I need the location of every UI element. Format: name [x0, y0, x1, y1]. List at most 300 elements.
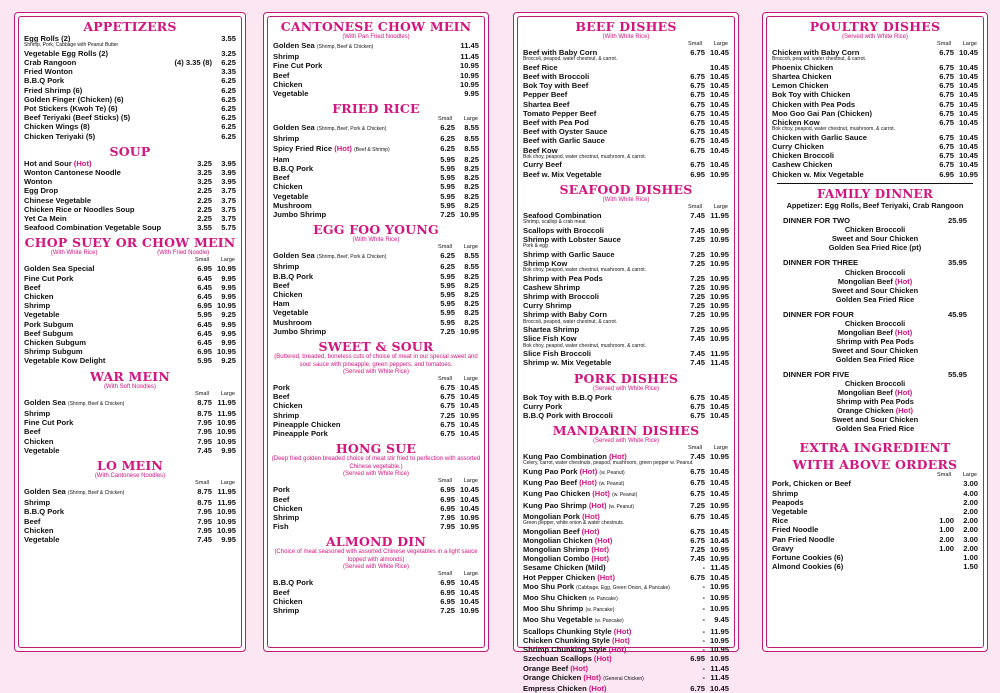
item-price: 5.95	[440, 173, 455, 183]
item-label: B.B.Q Pork	[273, 164, 314, 174]
item-description: Broccoli, peapod, water chestnut, & carrot.	[772, 56, 867, 63]
item-label: Golden Sea	[24, 486, 66, 496]
item-price: 5.95	[440, 280, 455, 290]
item-name	[24, 498, 188, 507]
item-price: 9.95	[464, 89, 479, 99]
item-name	[523, 109, 681, 118]
item-price: 6.25	[221, 113, 236, 123]
menu-item	[270, 41, 482, 52]
item-price: 11.45	[710, 672, 729, 682]
item-label: Shartea Beef	[523, 99, 570, 109]
item-name	[273, 272, 431, 281]
item-label: Sesame Chicken (Mild)	[523, 563, 606, 573]
item-name	[273, 578, 431, 587]
item-name	[523, 489, 681, 500]
item-label: Beef with Broccoli	[523, 72, 590, 81]
menu-item	[520, 673, 732, 684]
size-label: Small	[937, 41, 951, 47]
item-label: Shrimp	[273, 605, 300, 615]
item-note-inline: (Shrimp, Beef, Pork & Chicken)	[316, 254, 387, 261]
menu-item	[270, 588, 482, 597]
item-price: 7.25	[690, 282, 705, 292]
dinner-name: DINNER FOR FOUR	[783, 309, 854, 319]
item-price: 6.75	[440, 401, 455, 411]
menu-item	[769, 544, 981, 553]
section-soup	[21, 145, 239, 233]
menu-item	[21, 205, 239, 214]
menu-item	[520, 118, 732, 127]
item-label: Cashew Shrimp	[523, 282, 580, 292]
item-price: 8.75	[197, 408, 212, 418]
menu-item	[21, 76, 239, 85]
dinner-item-name: Shrimp with Pea Pods	[836, 337, 914, 347]
item-price: 6.75	[690, 72, 705, 81]
hot-tag: (Hot)	[591, 545, 610, 555]
item-price: 10.45	[709, 478, 729, 488]
item-price: 10.45	[459, 419, 479, 429]
section-subtitle: (With White Rice)	[352, 237, 400, 244]
item-price: 10.95	[709, 581, 729, 591]
item-name	[273, 318, 431, 327]
item-label: Beef	[24, 282, 41, 292]
item-name	[523, 573, 681, 582]
item-label: Chicken Broccoli	[772, 151, 835, 161]
menu-item	[769, 109, 981, 118]
item-price: 11.95	[217, 397, 236, 407]
item-name	[273, 411, 431, 420]
item-price: 8.75	[197, 397, 212, 407]
dinner-name: DINNER FOR FIVE	[783, 370, 850, 380]
size-label: Large	[713, 203, 728, 210]
item-price: 3.25	[197, 168, 212, 178]
item-name	[273, 327, 431, 336]
menu-item	[21, 104, 239, 113]
item-price: 10.95	[459, 512, 479, 522]
item-name	[273, 80, 455, 89]
item-price: 11.45	[710, 358, 729, 368]
item-price: 8.25	[464, 299, 479, 309]
item-price: 10.45	[459, 383, 479, 393]
menu-item	[769, 100, 981, 109]
item-price: 6.75	[690, 535, 705, 545]
dinner-item	[769, 295, 981, 304]
item-label: Shrimp w. Mix Vegetable	[523, 358, 612, 368]
dinner-item-name: Sweet and Sour Chicken	[831, 285, 919, 295]
item-price: -	[702, 563, 705, 573]
section-title: PORK DISHES	[573, 370, 679, 386]
menu-item	[520, 478, 732, 489]
item-price: 10.95	[709, 301, 729, 311]
item-price: 11.95	[217, 486, 236, 496]
menu-item	[769, 72, 981, 81]
menu-column-4	[762, 12, 988, 652]
item-price: 6.75	[939, 118, 954, 128]
item-price: 5.95	[440, 271, 455, 281]
size-label: Small	[688, 203, 702, 210]
menu-item	[270, 173, 482, 182]
item-price: 7.25	[690, 258, 705, 268]
menu-item	[520, 301, 732, 310]
item-label: Gravy	[772, 543, 794, 553]
item-price: 10.45	[459, 596, 479, 606]
item-label: Shrimp	[273, 52, 300, 62]
item-label: Moo Shu Vegetable	[523, 615, 593, 625]
item-label: Beef	[273, 173, 290, 183]
item-price: 10.95	[709, 545, 729, 555]
item-name	[523, 402, 681, 411]
hot-tag: (Hot)	[592, 489, 610, 499]
item-note-inline: (w. Pancake)	[585, 607, 615, 614]
item-price: 10.45	[958, 108, 978, 118]
dinner-price: 45.95	[947, 309, 967, 319]
item-price: -	[702, 626, 705, 636]
item-price: 6.95	[939, 169, 954, 179]
menu-item	[21, 535, 239, 544]
item-price: 5.95	[440, 164, 455, 174]
item-name	[523, 673, 681, 684]
item-description: Pork & egg	[523, 243, 548, 250]
item-note-inline: (Shrimp, Beef, Pork & Chicken)	[316, 126, 387, 133]
section-egg-foo-young	[270, 223, 482, 336]
item-price: 10.45	[709, 118, 729, 128]
item-price: 10.95	[459, 210, 479, 220]
dinner-item	[769, 388, 981, 397]
item-price: 6.45	[197, 292, 212, 302]
item-price: 6.95	[197, 301, 212, 311]
size-header	[21, 480, 239, 487]
menu-item	[270, 504, 482, 513]
item-price: 6.75	[440, 383, 455, 393]
item-name	[24, 113, 212, 122]
item-label: Fine Cut Pork	[24, 418, 74, 428]
menu-item	[21, 301, 239, 310]
section-title: SOUP	[109, 143, 151, 159]
item-label: Chicken Teriyaki (5)	[24, 131, 96, 141]
item-label: Chicken Subgum	[24, 338, 87, 348]
item-price: 6.75	[690, 127, 705, 137]
item-name	[24, 507, 188, 516]
dinner-price: 25.95	[947, 215, 967, 225]
item-price: 6.75	[440, 419, 455, 429]
item-name	[772, 489, 954, 498]
section-subtitle: (Served with White Rice)	[592, 385, 660, 392]
item-label: Fried Shrimp (6)	[24, 85, 83, 95]
item-label: Pork	[273, 383, 290, 393]
item-name	[273, 513, 431, 522]
item-name	[24, 310, 188, 319]
item-price: 10.95	[216, 516, 236, 526]
section-subtitle: (Served with White Rice)	[342, 369, 410, 376]
hot-tag: (Hot)	[895, 406, 913, 416]
item-price: 10.45	[459, 578, 479, 588]
menu-item	[520, 645, 732, 654]
item-name	[24, 487, 188, 498]
item-price: 7.95	[197, 507, 212, 517]
item-label: Mongolian Beef	[523, 526, 580, 536]
menu-item	[21, 320, 239, 329]
item-name	[273, 155, 431, 164]
item-label: Phoenix Chicken	[772, 62, 834, 72]
item-price: 5.95	[440, 299, 455, 309]
item-price: 6.75	[939, 132, 954, 142]
item-price: 10.45	[709, 99, 729, 109]
section-title: LO MEIN	[96, 457, 164, 473]
section-description: (Choice of meat seasoned with assorted Chinese vegetables in a light sauce topped with almonds)	[274, 549, 478, 563]
menu-item	[21, 329, 239, 338]
item-price: -	[702, 604, 705, 614]
item-price: 10.45	[709, 511, 729, 521]
item-price: 10.95	[709, 225, 729, 235]
item-price: 6.75	[939, 81, 954, 91]
item-name	[772, 507, 954, 516]
size-label: Small	[438, 116, 452, 123]
item-price: 9.25	[221, 356, 236, 366]
item-price: 10.45	[958, 132, 978, 142]
dinner-item	[769, 328, 981, 337]
item-price: 7.25	[690, 249, 705, 259]
item-price: 10.45	[709, 535, 729, 545]
item-label: Ham	[273, 154, 290, 164]
item-price: 10.45	[709, 401, 729, 411]
item-name	[772, 544, 930, 553]
item-name	[24, 168, 188, 177]
item-price: 7.45	[690, 452, 705, 462]
item-price: 6.75	[690, 511, 705, 521]
item-label: Mushroom	[273, 317, 312, 327]
item-price: 6.75	[440, 392, 455, 402]
section-subtitle: (With White Rice)	[50, 250, 98, 257]
item-label: Shrimp with Lobster Sauce	[523, 234, 621, 244]
item-label: Curry Chicken	[772, 142, 824, 152]
item-price: 10.95	[709, 249, 729, 259]
size-header	[769, 41, 981, 48]
item-price: 10.45	[958, 81, 978, 91]
menu-item	[21, 507, 239, 516]
hot-tag: (Hot)	[579, 478, 597, 488]
item-name	[273, 182, 431, 191]
item-label: Shrimp	[273, 134, 300, 144]
hot-tag: (Hot)	[581, 526, 600, 536]
item-name	[523, 501, 681, 512]
item-price: 6.25	[221, 131, 236, 141]
item-price: 9.95	[221, 282, 236, 292]
item-label: B.B.Q Pork	[273, 271, 314, 281]
item-price: 2.25	[197, 195, 212, 205]
item-label: Chicken	[273, 401, 303, 411]
item-price: 3.55	[197, 223, 212, 233]
item-label: Vegetable	[273, 191, 309, 201]
item-label: Fine Cut Pork	[273, 61, 323, 71]
menu-item	[520, 527, 732, 536]
item-label: Mongolian Chicken	[523, 535, 593, 545]
menu-item	[520, 627, 732, 636]
size-label: Large	[463, 244, 478, 251]
item-price: 8.55	[464, 123, 479, 133]
item-description: Bok choy, peapod, water chestnut, mushroom, & carrot.	[523, 342, 647, 349]
item-price: 11.95	[710, 626, 729, 636]
item-label: Rice	[772, 516, 789, 526]
item-name	[24, 535, 188, 544]
item-label: Shrimp Kow	[523, 258, 568, 268]
item-note-inline: (Shrimp, Beef & Chicken)	[316, 44, 374, 50]
item-name	[24, 122, 212, 131]
item-price: 6.25	[440, 123, 455, 133]
item-price: 8.25	[464, 182, 479, 192]
item-name	[273, 606, 431, 615]
menu-column-2	[263, 12, 489, 652]
item-label: Curry Shrimp	[523, 301, 572, 311]
item-label: Szechuan Scallops	[523, 654, 592, 664]
family-dinner-row	[769, 258, 981, 267]
item-label: Curry Pork	[523, 401, 563, 411]
item-label: Vegetable Egg Rolls (2)	[24, 48, 108, 58]
size-label: Large	[220, 390, 235, 397]
size-header	[769, 472, 981, 479]
dinner-price: 35.95	[947, 258, 967, 268]
item-price: 6.75	[939, 108, 954, 118]
item-price: 10.45	[709, 145, 729, 155]
item-price: 5.95	[440, 182, 455, 192]
item-price: -	[702, 615, 705, 625]
hot-tag: (Hot)	[579, 467, 598, 477]
item-label: Pineapple Chicken	[273, 419, 341, 429]
section-war-mein	[21, 370, 239, 455]
item-label: Mongolian Shrimp	[523, 545, 590, 555]
item-price: 2.00	[963, 516, 978, 526]
menu-item	[270, 318, 482, 327]
item-price: -	[702, 593, 705, 603]
item-label: Golden Sea	[24, 397, 66, 407]
item-price: 10.95	[709, 169, 729, 179]
item-note-inline: (w. Peanut)	[608, 503, 634, 510]
item-label: Kung Pao Beef	[523, 478, 578, 488]
size-label: Small	[195, 257, 209, 264]
family-appetizer: Appetizer: Egg Rolls, Beef Teriyaki, Crab Rangoon	[786, 200, 964, 210]
item-name	[273, 262, 431, 271]
item-name	[273, 597, 431, 606]
item-price: 5.95	[197, 356, 212, 366]
item-label: Mongolian Combo	[523, 554, 590, 564]
dinner-item	[769, 243, 981, 252]
item-price: 7.25	[690, 325, 705, 335]
section-title: CANTONESE CHOW MEIN	[280, 19, 472, 34]
section-subtitle: (With White Rice)	[602, 34, 650, 40]
item-name	[772, 109, 930, 118]
menu-item	[520, 489, 732, 500]
item-label: Golden Sea	[273, 123, 315, 133]
item-price: 10.45	[709, 489, 729, 499]
hot-tag: (Hot)	[594, 535, 613, 545]
hot-tag: (Hot)	[609, 452, 627, 462]
item-name	[772, 562, 954, 571]
menu-item	[270, 210, 482, 219]
section-title: WAR MEIN	[90, 368, 170, 384]
item-name	[523, 664, 681, 673]
item-label: Jumbo Shrimp	[273, 326, 327, 336]
item-name	[523, 545, 681, 554]
item-name	[523, 358, 681, 367]
menu-item	[520, 604, 732, 615]
size-header	[270, 116, 482, 123]
item-price: 8.25	[464, 317, 479, 327]
menu-item	[520, 325, 732, 334]
item-label: Kung Pao Combination	[523, 452, 607, 462]
dinner-item	[769, 415, 981, 424]
item-name	[24, 338, 188, 347]
item-price: 10.45	[459, 392, 479, 402]
item-price: 5.95	[440, 290, 455, 300]
item-price: 6.95	[690, 654, 705, 664]
item-label: Golden Sea	[273, 41, 315, 50]
item-price: 8.25	[464, 191, 479, 201]
item-label: Slice Fish Kow	[523, 334, 577, 344]
item-label: Chicken w. Mix Vegetable	[772, 169, 864, 179]
item-name	[523, 301, 681, 310]
hot-tag: (Hot)	[591, 554, 610, 564]
item-name	[273, 144, 431, 155]
item-name	[523, 411, 681, 420]
hot-tag: (Hot)	[582, 511, 600, 521]
dinner-item	[769, 319, 981, 328]
menu-item	[270, 495, 482, 504]
item-price: 6.75	[690, 118, 705, 128]
item-price: 6.75	[939, 90, 954, 100]
menu-item	[270, 144, 482, 155]
menu-item	[769, 160, 981, 169]
item-price: 3.75	[221, 204, 236, 214]
item-label: Bok Toy with Chicken	[772, 90, 851, 100]
item-name	[24, 292, 188, 301]
item-price: 6.75	[690, 392, 705, 402]
item-label: Beef w. Mix Vegetable	[523, 169, 602, 179]
item-price: 9.95	[221, 292, 236, 302]
item-price: 10.45	[958, 62, 978, 72]
item-price: 6.75	[690, 99, 705, 109]
item-price: 6.75	[939, 72, 954, 81]
item-name	[523, 100, 681, 109]
item-price: 10.45	[958, 160, 978, 170]
section-lo-mein	[21, 459, 239, 544]
item-name	[772, 90, 930, 99]
dinner-item-name: Orange Chicken	[837, 406, 894, 416]
item-name	[273, 504, 431, 513]
menu-item	[520, 170, 732, 179]
hot-tag: (Hot)	[73, 158, 92, 168]
item-name	[772, 516, 930, 525]
size-label: Small	[438, 244, 452, 251]
hot-tag: (Hot)	[608, 645, 627, 655]
item-label: Chicken	[273, 182, 303, 192]
item-price: 6.75	[690, 90, 705, 100]
item-price: 10.95	[709, 635, 729, 645]
menu-item	[520, 292, 732, 301]
menu-item	[270, 327, 482, 336]
item-price: 8.25	[464, 173, 479, 183]
menu-item	[520, 467, 732, 478]
menu-item	[270, 485, 482, 494]
item-price: 9.95	[221, 338, 236, 348]
item-name	[523, 554, 681, 563]
item-name	[523, 593, 681, 604]
menu-item	[270, 123, 482, 134]
item-price: 2.25	[197, 204, 212, 214]
item-price: 1.00	[963, 553, 978, 563]
item-label: Beef	[273, 494, 290, 504]
item-price: 6.75	[939, 142, 954, 152]
item-name	[772, 170, 930, 179]
menu-item	[520, 593, 732, 604]
item-label: Beef	[273, 70, 290, 80]
